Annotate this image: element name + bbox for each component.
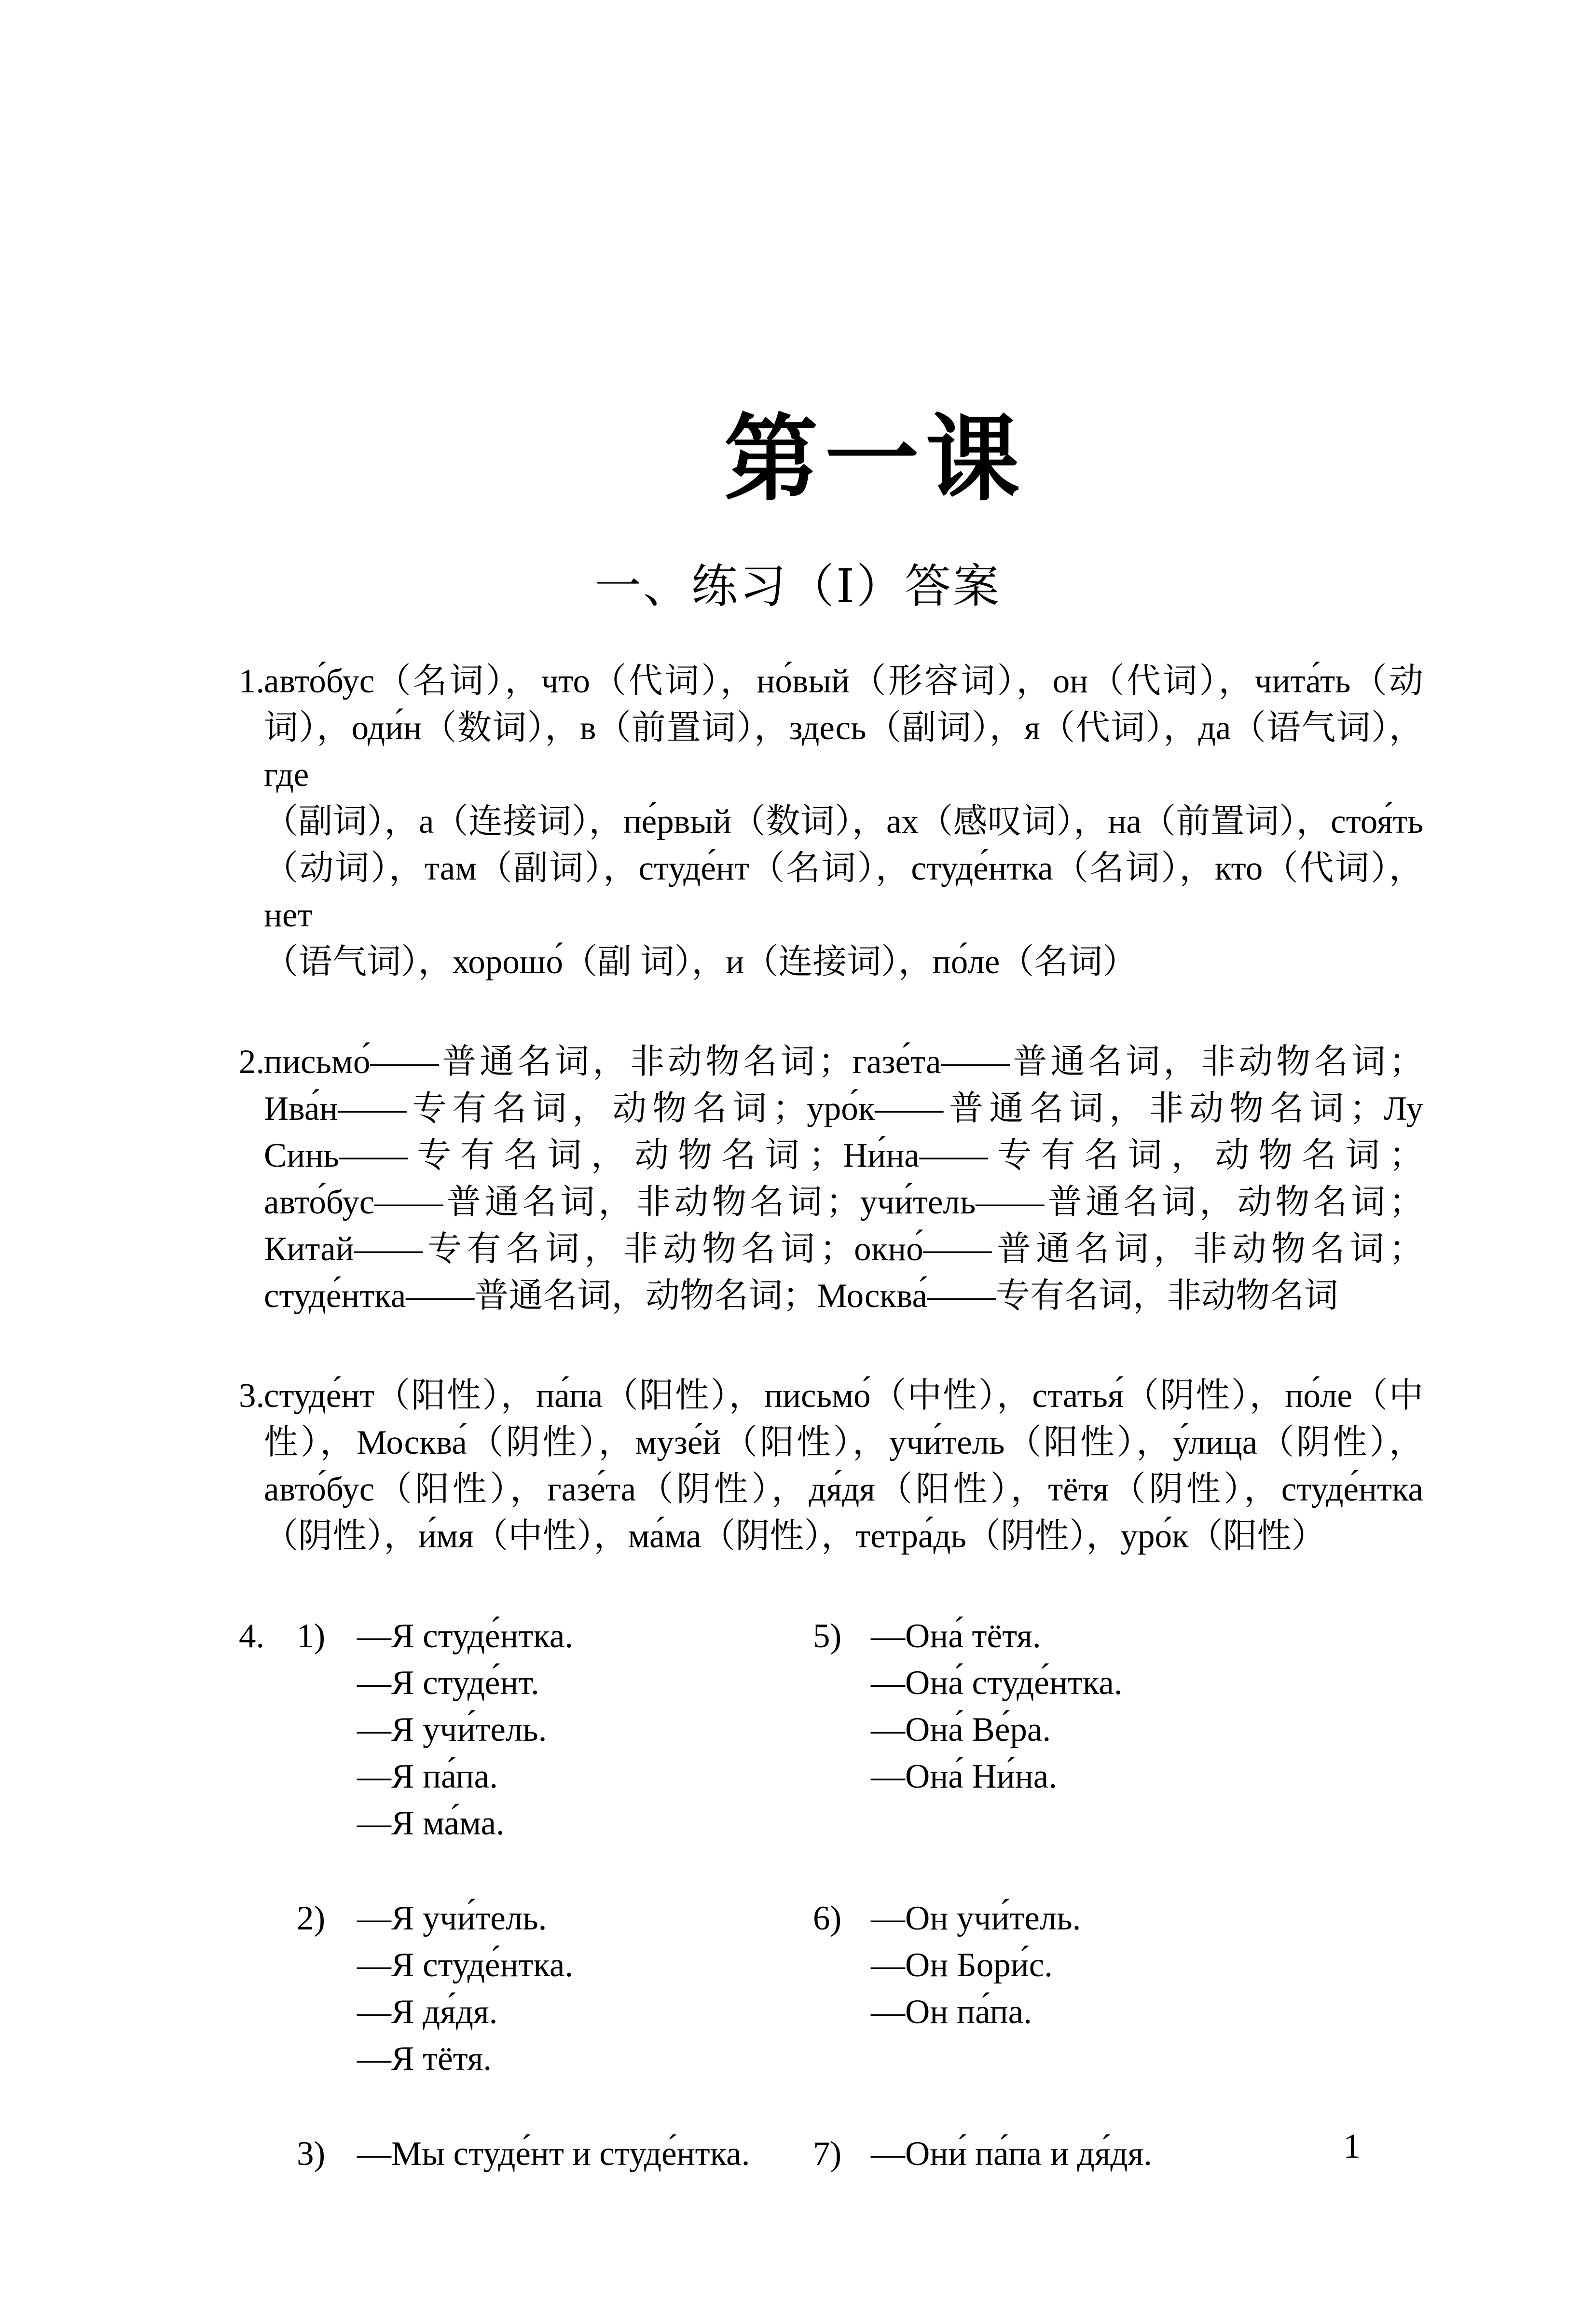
text-line: Синь——专有名词，动物名词；Ни́на——专有名词，动物名词； xyxy=(264,1137,1423,1174)
text-line: —Он учи́тель. xyxy=(871,1900,1081,1937)
section-heading: 一、练习（Ⅰ）答案 xyxy=(595,561,1001,612)
text-line: —Я студе́нтка. xyxy=(357,1946,574,1984)
text-line: —Я учи́тель. xyxy=(357,1711,547,1749)
text-line: —Я студе́нт. xyxy=(357,1664,539,1702)
text-line: —Он Бори́с. xyxy=(871,1946,1053,1984)
text-line: —Я тётя. xyxy=(357,2040,492,2078)
text-line: —Я учи́тель. xyxy=(357,1900,547,1937)
dialogue-section xyxy=(813,1895,1423,2036)
section-marker: 2) xyxy=(297,1900,326,1937)
section-lines xyxy=(871,1895,1423,2036)
text-line: —Мы студе́нт и студе́нтка. xyxy=(357,2135,750,2173)
section-lines xyxy=(871,2127,1423,2177)
item-number: 2. xyxy=(239,1043,265,1081)
dialogue-section xyxy=(239,2131,813,2177)
dialogue-section xyxy=(239,1613,813,1847)
text-line: （阴性），и́мя（中性），ма́ма（阴性），тетра́дь（阴性），уро́к（阳性） xyxy=(264,1517,1326,1555)
item-number: 3. xyxy=(239,1377,265,1415)
section-marker: 5) xyxy=(813,1617,842,1655)
text-line: —Она́ Ве́ра. xyxy=(871,1711,1051,1749)
numbered-item xyxy=(239,1373,1423,1560)
page-number: 1 xyxy=(1343,2127,1361,2165)
section-lines xyxy=(357,1613,813,1847)
item-4-dialogues xyxy=(239,1613,1423,2177)
text-line: —Она́ студе́нтка. xyxy=(871,1664,1123,1702)
text-line: 词），оди́н（数词），в（前置词），здесь（副词），я（代词），да（语气词），где xyxy=(264,709,1423,794)
text-line: студе́нт（阳性），па́па（阳性），письмо́（中性），статья́（阴性），по́ле（中 xyxy=(264,1377,1423,1415)
text-line: авто́бус——普通名词，非动物名词；учи́тель——普通名词，动物名词； xyxy=(264,1184,1423,1221)
text-line: —Я ма́ма. xyxy=(357,1804,505,1842)
lesson-title: 第一课 xyxy=(724,407,1027,512)
section-marker: 6) xyxy=(813,1900,842,1937)
numbered-item xyxy=(239,1039,1423,1320)
text-line: авто́бус（名词），что（代词），но́вый（形容词），он（代词），чита́ть（动 xyxy=(264,662,1423,700)
dialogue-section xyxy=(813,1613,1423,1800)
text-line: （语气词），хорошо́（副 词），и（连接词），по́ле（名词） xyxy=(264,943,1137,981)
item-lines xyxy=(264,1373,1423,1560)
text-line: —Я дя́дя. xyxy=(357,1993,498,2031)
section-marker: 1) xyxy=(297,1617,326,1655)
text-line: —Она́ тётя. xyxy=(871,1617,1041,1655)
numbered-item xyxy=(239,658,1423,986)
text-line: Китай——专有名词，非动物名词；окно́——普通名词，非动物名词； xyxy=(264,1230,1423,1268)
numbered-items xyxy=(239,658,1423,1560)
item-lines xyxy=(264,1039,1423,1320)
text-line: （副词），а（连接词），пе́рвый（数词），ах（感叹词），на（前置词），стоя́ть xyxy=(264,803,1423,840)
section-lines xyxy=(871,1613,1423,1800)
section-marker: 3) xyxy=(297,2135,326,2173)
text-line: （动词），там（副词），студе́нт（名词），студе́нтка（名词），кто（代词），нет xyxy=(264,850,1423,934)
text-line: Ива́н——专有名词，动物名词；уро́к——普通名词，非动物名词；Лу xyxy=(264,1090,1423,1128)
item-number: 4. xyxy=(239,1617,265,1655)
dialogue-section xyxy=(239,1895,813,2082)
text-line: письмо́——普通名词，非动物名词；газе́та——普通名词，非动物名词； xyxy=(264,1043,1423,1081)
text-line: —Она́ Ни́на. xyxy=(871,1758,1058,1795)
text-line: —Они́ па́па и дя́дя. xyxy=(871,2135,1152,2173)
text-line: —Я па́па. xyxy=(357,1758,498,1795)
item-lines xyxy=(264,658,1423,986)
text-line: 性），Москва́（阴性），музе́й（阳性），учи́тель（阳性），у́лица（阴性）， xyxy=(264,1424,1423,1461)
text-line: —Он па́па. xyxy=(871,1993,1032,2031)
section-lines xyxy=(357,2131,813,2177)
item-number: 1. xyxy=(239,662,265,700)
dialogue-section xyxy=(813,2127,1423,2177)
text-line: —Я студе́нтка. xyxy=(357,1617,574,1655)
section-lines xyxy=(357,1895,813,2082)
text-line: студе́нтка——普通名词，动物名词；Москва́——专有名词，非动物名词 xyxy=(264,1277,1338,1315)
text-line: авто́бус（阳性），газе́та（阴性），дя́дя（阳性），тётя（阴性），студе́нтка xyxy=(264,1471,1423,1508)
answers-content xyxy=(239,658,1423,2177)
section-marker: 7) xyxy=(813,2135,842,2173)
